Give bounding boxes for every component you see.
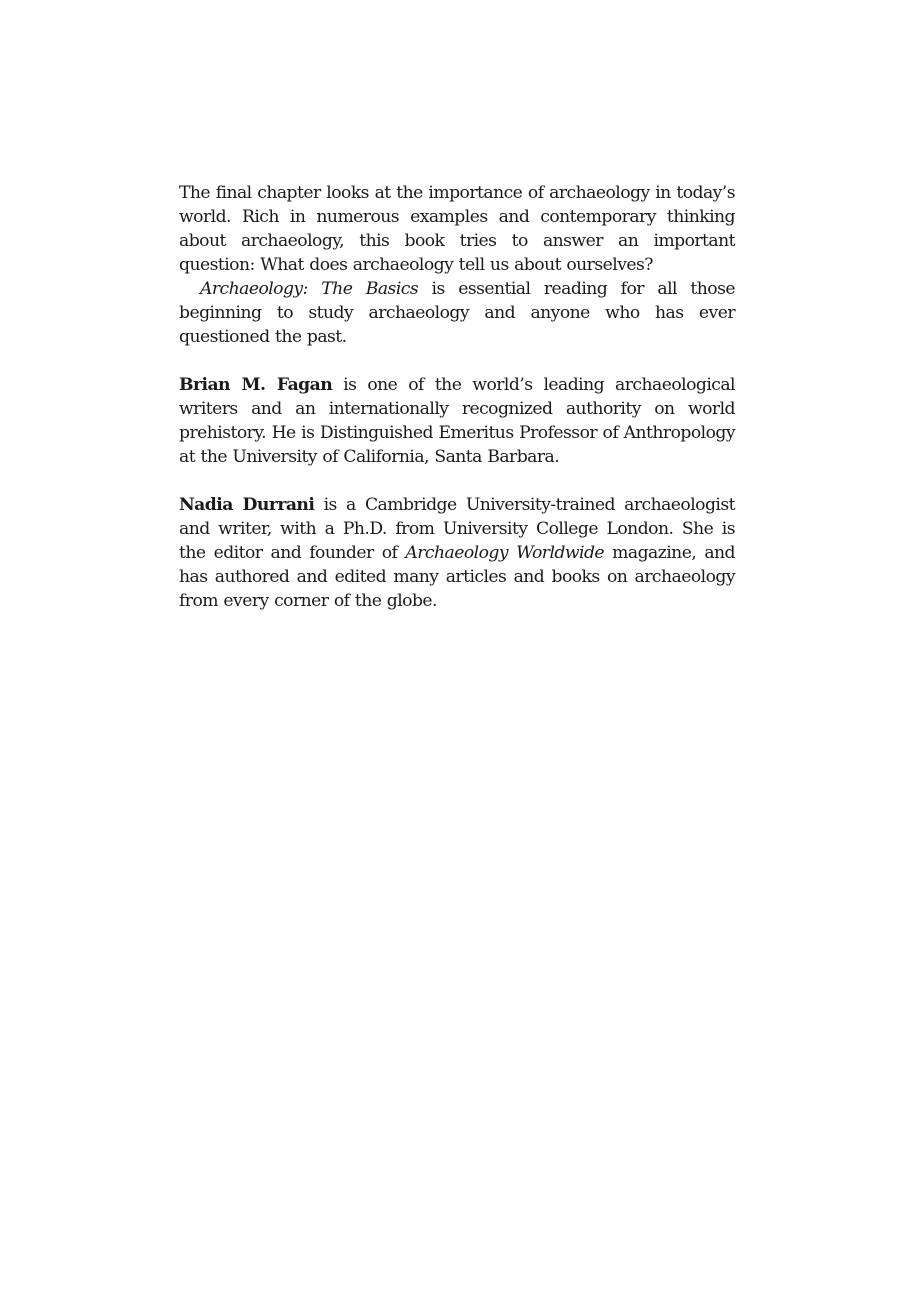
magazine-title: Archaeology Worldwide xyxy=(405,543,605,563)
author-bio-durrani xyxy=(179,493,735,613)
author-name: Brian M. Fagan xyxy=(179,375,333,395)
paragraph-gap xyxy=(179,349,735,373)
author-bio-text: magazine, and has authored and edited many articles and books on archaeology from every corner of the globe. xyxy=(179,543,735,611)
summary-text: is essential reading for all those beginning to study archaeology and anyone who has ever questioned the past. xyxy=(179,279,735,347)
author-bio-text: is a Cambridge University-trained archaeologist and writer, with a Ph.D. from University College London. She is the editor and founder of xyxy=(179,495,735,563)
summary-paragraph xyxy=(179,277,735,349)
book-title: Archaeology: The Basics xyxy=(200,279,419,299)
intro-text: The final chapter looks at the importance of archaeology in today’s world. Rich in numerous examples and contemporary thinking about archaeology, this book tries to answer an important question: What does archaeology tell us about ourselves? xyxy=(179,183,735,275)
author-name: Nadia Durrani xyxy=(179,495,315,515)
paragraph-gap xyxy=(179,469,735,493)
intro-paragraph xyxy=(179,181,735,277)
body-text xyxy=(179,181,735,613)
author-bio-text: is one of the world’s leading archaeological writers and an internationally recognized authority on world prehistory. He is Distinguished Emeritus Professor of Anthropology at the University of California, Santa Barbara. xyxy=(179,375,735,467)
author-bio-fagan xyxy=(179,373,735,469)
